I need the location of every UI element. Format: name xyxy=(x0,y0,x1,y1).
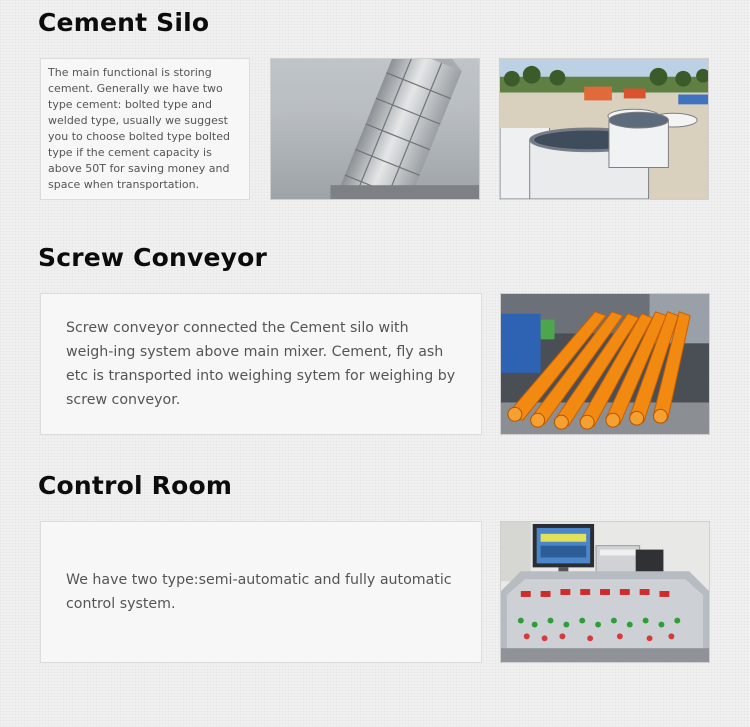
cement-silo-description: The main functional is storing cement. Generally we have two type cement: bolted type and welded type, usually we suggest you to choose bolted type bolted type if the cement capacity is above 50T for saving money and space when transportation. xyxy=(48,66,230,191)
cement-silo-photo xyxy=(270,58,480,200)
screw-conveyor-description: Screw conveyor connected the Cement silo with weigh-ing system above main mixer. Cement, fly ash etc is transported into weighing sytem for weighing by screw conveyor. xyxy=(66,320,456,408)
cement-silo-description-box xyxy=(40,58,250,200)
control-console-photo xyxy=(500,521,710,663)
control-room-description-box xyxy=(40,521,482,663)
screw-conveyors-photo xyxy=(500,293,710,435)
section-title-screw-conveyor: Screw Conveyor xyxy=(38,243,268,272)
bolted-silo-rings-photo xyxy=(499,58,709,200)
control-room-description: We have two type:semi-automatic and fully automatic control system. xyxy=(66,572,452,612)
screw-conveyor-description-box xyxy=(40,293,482,435)
section-title-control-room: Control Room xyxy=(38,471,233,500)
section-title-cement-silo: Cement Silo xyxy=(38,8,210,37)
